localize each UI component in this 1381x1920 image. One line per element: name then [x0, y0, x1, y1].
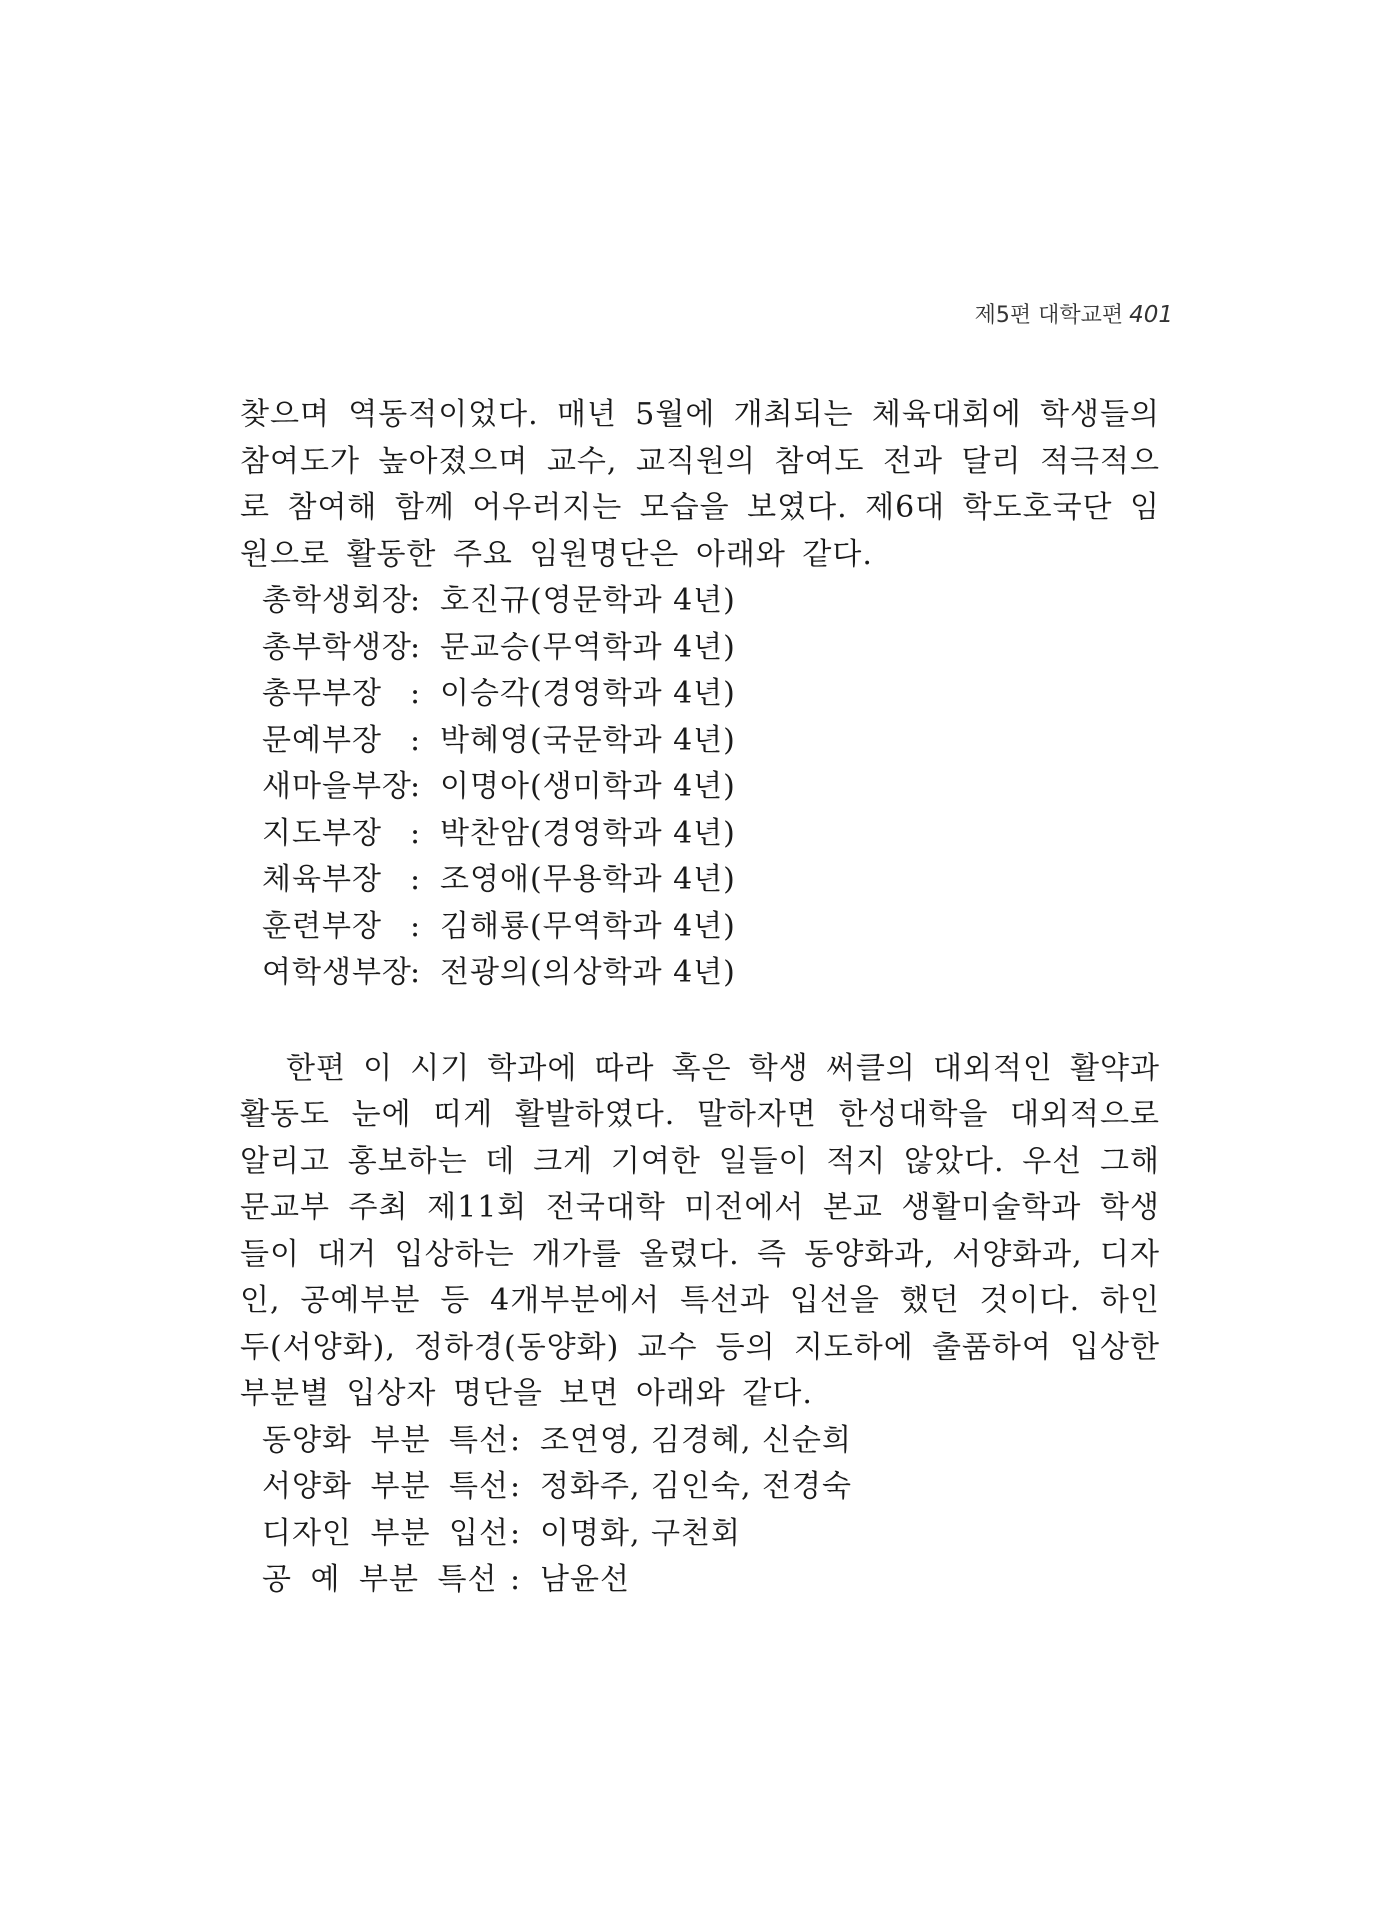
winner-item — [240, 1557, 1160, 1604]
winner-item — [240, 1418, 1160, 1465]
winner-category: 디자인 부분 입선 — [262, 1515, 509, 1551]
officer-role: 총학생회장 — [262, 583, 412, 618]
winner-item — [240, 1464, 1160, 1511]
winner-names: 이명화, 구천회 — [540, 1515, 741, 1551]
separator: : — [410, 908, 422, 944]
separator: : — [410, 815, 422, 851]
separator: : — [510, 1469, 522, 1504]
officer-item — [240, 625, 1160, 672]
officer-name: 이승각(경영학과 4년) — [440, 676, 736, 711]
section-title: 제5편 대학교편 — [974, 303, 1124, 328]
separator: : — [410, 629, 422, 665]
officer-role: 훈련부장 — [262, 908, 382, 944]
officer-item — [240, 671, 1160, 718]
page-body — [240, 392, 1160, 1604]
officer-role: 총무부장 — [262, 676, 382, 711]
officer-name: 박혜영(국문학과 4년) — [440, 722, 736, 758]
officer-name: 호진규(영문학과 4년) — [440, 583, 736, 618]
officer-role: 지도부장 — [262, 815, 382, 851]
officer-item — [240, 950, 1160, 997]
separator: : — [510, 1422, 522, 1458]
winner-category: 동양화 부분 특선 — [262, 1422, 509, 1458]
running-header — [975, 298, 1173, 329]
officer-item — [240, 904, 1160, 951]
separator: : — [410, 862, 422, 897]
winner-list — [240, 1418, 1160, 1604]
officer-role: 여학생부장 — [262, 955, 412, 990]
officer-list — [240, 578, 1160, 997]
officer-role: 문예부장 — [262, 722, 382, 758]
paragraph-intro: 찾으며 역동적이었다. 매년 5월에 개최되는 체육대회에 학생들의 참여도가 높아졌으며 교수, 교직원의 참여도 전과 달리 적극적으로 참여해 함께 어우러지는 모습을 보였다. 제6대 학도호국단 임원으로 활동한 주요 임원명단은 아래와 같다. — [240, 397, 1160, 572]
separator: : — [410, 583, 422, 618]
separator: : — [510, 1515, 522, 1551]
officer-name: 박찬암(경영학과 4년) — [440, 815, 736, 851]
officer-item — [240, 578, 1160, 625]
winner-item — [240, 1511, 1160, 1558]
winner-category: 서양화 부분 특선 — [262, 1469, 509, 1504]
winner-names: 남윤선 — [540, 1562, 630, 1597]
officer-role: 체육부장 — [262, 862, 382, 897]
separator: : — [510, 1562, 522, 1597]
separator: : — [410, 769, 422, 804]
separator: : — [410, 722, 422, 758]
separator: : — [410, 676, 422, 711]
separator: : — [410, 955, 422, 990]
paragraph-art-exhibition: 한편 이 시기 학과에 따라 혹은 학생 써클의 대외적인 활약과 활동도 눈에 띠게 활발하였다. 말하자면 한성대학을 대외적으로 알리고 홍보하는 데 크게 기여한 일들이 적지 않았다. 우선 그해 문교부 주최 제11회 전국대학 미전에서 본교 생활미술학과 학생들이 대거 입상하는 개가를 올렸다. 즉 동양화과, 서양화과, 디자인, 공예부분 등 4개부분에서 특선과 입선을 했던 것이다. 하인두(서양화), 정하경(동양화) 교수 등의 지도하에 출품하여 입상한 부분별 입상자 명단을 보면 아래와 같다. — [240, 1050, 1160, 1411]
officer-item — [240, 764, 1160, 811]
officer-item — [240, 857, 1160, 904]
page-number: 401 — [1129, 302, 1173, 328]
officer-item — [240, 718, 1160, 765]
winner-names: 정화주, 김인숙, 전경숙 — [540, 1469, 852, 1504]
winner-names: 조연영, 김경혜, 신순희 — [540, 1422, 852, 1458]
officer-name: 김해룡(무역학과 4년) — [440, 908, 736, 944]
officer-name: 이명아(생미학과 4년) — [440, 769, 736, 804]
officer-name: 전광의(의상학과 4년) — [440, 955, 736, 990]
officer-role: 총부학생장 — [262, 629, 412, 665]
winner-category: 공 예 부분 특선 — [262, 1562, 498, 1597]
officer-role: 새마을부장 — [262, 769, 412, 804]
officer-name: 문교승(무역학과 4년) — [440, 629, 736, 665]
officer-name: 조영애(무용학과 4년) — [440, 862, 736, 897]
officer-item — [240, 811, 1160, 858]
